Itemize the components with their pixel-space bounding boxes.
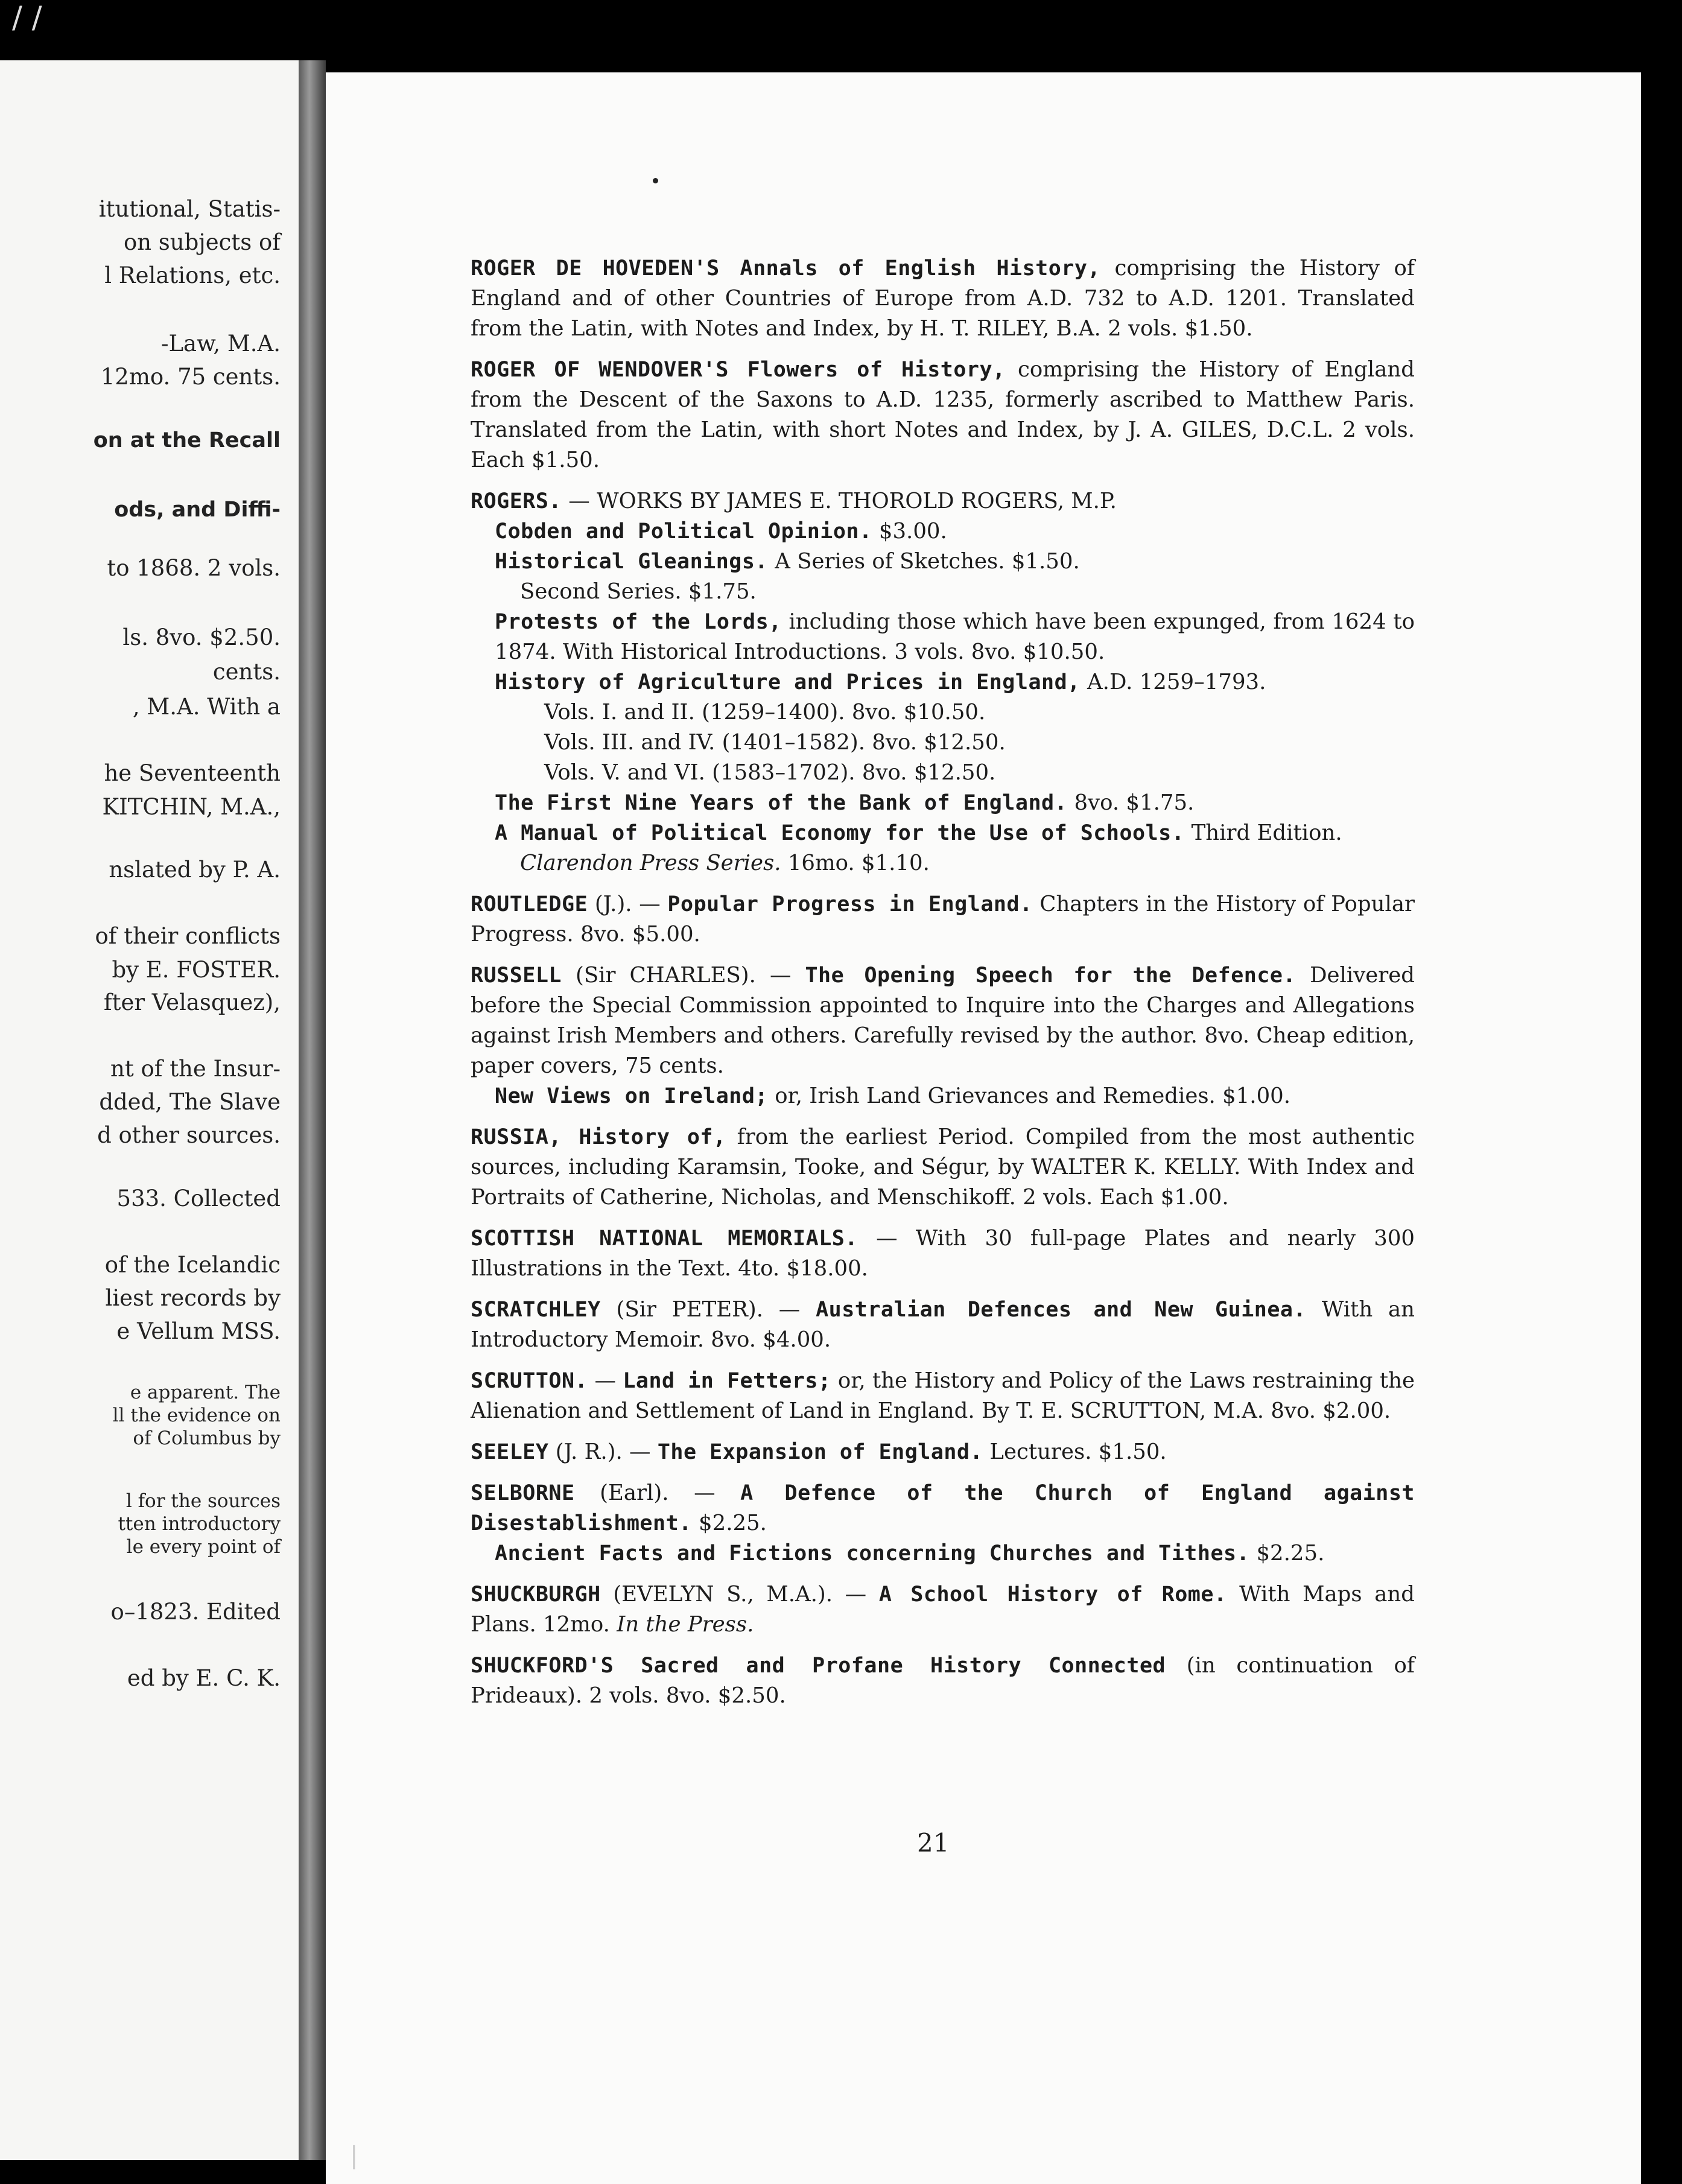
catalogue-entry <box>471 1295 1415 1355</box>
catalogue-entry <box>471 889 1415 950</box>
sub-entry-title: Ancient Facts and Fictions concerning Churches and Tithes. <box>495 1541 1250 1566</box>
left-page-text-line: ods, and Diffi- <box>114 498 281 522</box>
sub-entry-description: Second Series. $1.75. <box>520 579 757 604</box>
sub-entry-title: Historical Gleanings. <box>495 550 769 574</box>
sub-entry-title: History of Agriculture and Prices in England, <box>495 670 1081 694</box>
left-page-text-line: of Columbus by <box>133 1427 281 1449</box>
catalogue-entry <box>471 1224 1415 1284</box>
catalogue-entries <box>471 253 1415 1722</box>
right-page <box>326 72 1641 2184</box>
entry-description: or, the History and Policy of the Laws restraining the Alienation and Settlement of Land in England. By T. E. SCRUTTON, M.A. 8vo. $2.00. <box>471 1368 1415 1423</box>
left-page-text-line: le every point of <box>126 1536 281 1558</box>
catalogue-entry <box>471 486 1415 516</box>
sub-entry-description: or, Irish Land Grievances and Remedies. $1.00. <box>768 1084 1291 1108</box>
left-page-text-line: nslated by P. A. <box>109 857 281 883</box>
left-page-text-line: l Relations, etc. <box>104 262 281 288</box>
catalogue-entry <box>471 1579 1415 1640</box>
catalogue-entry <box>471 253 1415 344</box>
left-page-text-line: 533. Collected <box>116 1186 281 1211</box>
sub-entry-description: 8vo. $1.75. <box>1067 790 1195 815</box>
entry-description: comprising the History of England and of other Countries of Europe from A.D. 732 to A.D. 1201. Translated from the Latin, with Notes and Index, by H. T. RILEY, B.A. 2 vols. $1.50. <box>471 256 1415 341</box>
entry-title: ROGER DE HOVEDEN'S Annals of English History, <box>471 256 1101 281</box>
left-page-text-line: of their conflicts <box>95 923 281 949</box>
entry-author: SCRUTTON. <box>471 1369 588 1393</box>
entry-author-detail: (Earl). — <box>574 1481 741 1505</box>
entry-title: Australian Defences and New Guinea. <box>816 1298 1307 1322</box>
catalogue-entry <box>471 1478 1415 1538</box>
catalogue-entry <box>471 1122 1415 1213</box>
entry-author-detail: (Sir CHARLES). — <box>562 963 805 988</box>
entry-description: Lectures. $1.50. <box>983 1440 1167 1464</box>
left-page-text-line: of the Icelandic <box>104 1252 281 1278</box>
sub-entry-tail: 16mo. $1.10. <box>781 851 930 875</box>
catalogue-entry <box>471 960 1415 1081</box>
volume-line: Vols. III. and IV. (1401–1582). 8vo. $12.50. <box>544 730 1006 755</box>
entry-author-detail: (J. R.). — <box>548 1440 658 1464</box>
left-page-text-line: KITCHIN, M.A., <box>102 794 281 820</box>
catalogue-entry <box>471 1651 1415 1711</box>
left-page-text-line: to 1868. 2 vols. <box>107 555 281 581</box>
left-page-text-line: cents. <box>212 659 281 685</box>
page-number: 21 <box>917 1828 950 1858</box>
catalogue-entry <box>471 1437 1415 1467</box>
entry-author: SELBORNE <box>471 1481 575 1505</box>
ink-dot <box>653 178 658 183</box>
sub-entry <box>495 788 1415 818</box>
entry-title: The Opening Speech for the Defence. <box>805 963 1296 988</box>
left-page-text-line: ls. 8vo. $2.50. <box>122 624 281 650</box>
sub-entry-description: A Series of Sketches. $1.50. <box>768 549 1080 574</box>
sub-entry-description: Third Edition. <box>1184 821 1342 845</box>
left-page-text-line: dded, The Slave <box>99 1089 281 1115</box>
sub-entry-title: New Views on Ireland; <box>495 1084 769 1108</box>
entry-title: A School History of Rome. <box>878 1582 1227 1607</box>
sub-entry-description: $2.25. <box>1249 1541 1325 1566</box>
entry-author-detail: (EVELYN S., M.A.). — <box>600 1582 879 1607</box>
entry-title: ROGERS. <box>471 489 562 513</box>
entry-description: Delivered before the Special Commission appointed to Inquire into the Charges and Allegations against Irish Members and others. Carefully revised by the author. 8vo. Cheap edition, paper covers, 75 cents. <box>471 963 1415 1078</box>
entry-author: SHUCKBURGH <box>471 1582 601 1607</box>
entry-description: Chapters in the History of Popular Progress. 8vo. $5.00. <box>471 892 1415 947</box>
entry-author-detail: (Sir PETER). — <box>600 1297 816 1322</box>
entry-description: — WORKS BY JAMES E. THOROLD ROGERS, M.P. <box>562 489 1117 513</box>
left-page-text-line: he Seventeenth <box>104 760 281 786</box>
entry-description: (in continuation of Prideaux). 2 vols. 8vo. $2.50. <box>471 1653 1415 1708</box>
left-page-text-line: itutional, Statis- <box>98 196 281 222</box>
sub-entry <box>495 667 1415 697</box>
sub-entry <box>495 1538 1415 1569</box>
left-page-text-line: liest records by <box>105 1285 281 1311</box>
sub-entry <box>495 547 1415 577</box>
left-page-text-line: d other sources. <box>97 1122 281 1148</box>
sub-entry <box>495 1081 1415 1111</box>
entry-author-detail: (J.). — <box>588 892 668 916</box>
series-name: Clarendon Press Series. <box>520 851 781 875</box>
left-page-text-line: tten introductory <box>118 1513 281 1535</box>
entry-status: In the Press. <box>617 1612 754 1637</box>
left-page-text-line: nt of the Insur- <box>110 1056 281 1082</box>
left-page-text-line: l for the sources <box>125 1490 281 1512</box>
top-edge-marks: / / <box>12 0 42 35</box>
left-page-text-line: fter Velasquez), <box>103 989 281 1015</box>
left-page-text-line: on at the Recall <box>93 428 281 452</box>
sub-entry-title: Protests of the Lords, <box>495 610 782 634</box>
sub-entry <box>495 818 1415 878</box>
sub-entry <box>520 577 1415 607</box>
entry-description: from the earliest Period. Compiled from the most authentic sources, including Karamsin, Tooke, and Ségur, by WALTER K. KELLY. With Index and Portraits of Catherine, Nicholas, and Menschikoff. 2 vols. Each $1.00. <box>471 1125 1415 1210</box>
left-page-text-line: e apparent. The <box>130 1382 281 1403</box>
entry-author-detail: — <box>588 1368 623 1393</box>
entry-description: With Maps and Plans. 12mo. <box>471 1582 1415 1637</box>
entry-title: Popular Progress in England. <box>667 892 1033 916</box>
left-page-text-line: 12mo. 75 cents. <box>100 364 281 390</box>
sub-entry <box>495 516 1415 547</box>
sub-entry-description: A.D. 1259–1793. <box>1080 670 1266 694</box>
entry-title: Land in Fetters; <box>623 1369 831 1393</box>
entry-author: ROUTLEDGE <box>471 892 588 916</box>
left-page-text-line: on subjects of <box>123 229 281 255</box>
entry-title: A Defence of the Church of England against Disestablishment. <box>471 1481 1415 1535</box>
sub-entry-title: Cobden and Political Opinion. <box>495 519 872 544</box>
entry-title: ROGER OF WENDOVER'S Flowers of History, <box>471 358 1006 382</box>
entry-title: The Expansion of England. <box>657 1440 983 1464</box>
left-page-text-line: -Law, M.A. <box>160 331 281 357</box>
entry-title: SCOTTISH NATIONAL MEMORIALS. <box>471 1227 858 1251</box>
entry-author: SCRATCHLEY <box>471 1298 601 1322</box>
sub-entry-description: including those which have been expunged, from 1624 to 1874. With Historical Introductions. 3 vols. 8vo. $10.50. <box>495 609 1415 664</box>
sub-entry-title: A Manual of Political Economy for the Use of Schools. <box>495 821 1185 845</box>
left-page-text-line: o–1823. Edited <box>110 1599 281 1625</box>
volume-line: Vols. V. and VI. (1583–1702). 8vo. $12.50. <box>544 760 996 785</box>
entry-title: SHUCKFORD'S Sacred and Profane History Connected <box>471 1654 1166 1678</box>
catalogue-entry <box>471 355 1415 475</box>
volume-line: Vols. I. and II. (1259–1400). 8vo. $10.50. <box>544 700 986 725</box>
left-page-text-line: ed by E. C. K. <box>127 1665 281 1691</box>
left-page-text-line: e Vellum MSS. <box>116 1318 281 1344</box>
catalogue-entry <box>471 1366 1415 1426</box>
entry-description: $2.25. <box>691 1511 767 1535</box>
sub-entry-title: The First Nine Years of the Bank of England. <box>495 791 1068 815</box>
left-page-text-line: by E. FOSTER. <box>112 957 281 983</box>
entry-author: SEELEY <box>471 1440 549 1464</box>
left-page-text-line: , M.A. With a <box>132 694 281 720</box>
left-page <box>0 60 299 2160</box>
entry-description: — With 30 full-page Plates and nearly 300 Illustrations in the Text. 4to. $18.00. <box>471 1226 1415 1281</box>
sub-entry <box>495 607 1415 667</box>
left-page-text-line: ll the evidence on <box>112 1405 281 1426</box>
bottom-edge-marks: | <box>350 2142 358 2170</box>
sub-entry-description: $3.00. <box>872 519 947 544</box>
book-gutter <box>299 60 326 2160</box>
entry-description: comprising the History of England from the Descent of the Saxons to A.D. 1235, formerly ascribed to Matthew Paris. Translated from the Latin, with short Notes and Index, by J. A. GILES, D.C.L. 2 vols. Each $1.50. <box>471 357 1415 472</box>
entry-title: RUSSIA, History of, <box>471 1125 726 1149</box>
entry-description: With an Introductory Memoir. 8vo. $4.00. <box>471 1297 1415 1352</box>
entry-author: RUSSELL <box>471 963 562 988</box>
